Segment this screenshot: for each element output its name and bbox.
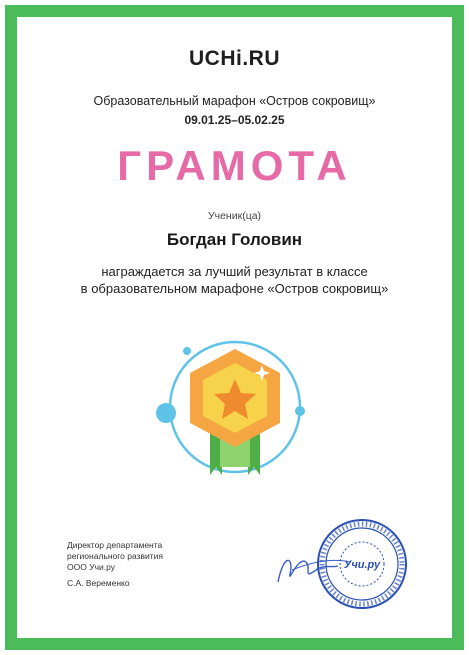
orbit-dot-right: [295, 406, 305, 416]
signature-line-2: регионального развития: [67, 551, 164, 561]
certificate-title: ГРАМОТА: [117, 142, 352, 189]
recipient-name: Богдан Головин: [166, 230, 303, 249]
medal-icon: [150, 335, 320, 485]
orbit-dot-top: [183, 347, 191, 355]
signature-title: [67, 540, 163, 573]
uchi-logo: UCHi.RU: [189, 47, 280, 70]
award-text: [0, 263, 469, 297]
signature-line-3: ООО Учи.ру: [67, 562, 116, 572]
signer-name: С.А. Веременко: [67, 578, 130, 588]
award-line-2: в образовательном марафоне «Остров сокровищ»: [80, 281, 389, 296]
event-title: Образовательный марафон «Остров сокровищ»: [93, 94, 376, 108]
company-stamp: [272, 512, 412, 612]
award-line-1: награждается за лучший результат в классе: [101, 264, 368, 279]
stamp-center-text: Учи.ру: [343, 559, 381, 571]
event-dates: 09.01.25–05.02.25: [184, 113, 285, 127]
recipient-role: Ученик(ца): [207, 210, 262, 222]
orbit-dot-left: [156, 403, 176, 423]
signature-line-1: Директор департамента: [67, 540, 163, 550]
